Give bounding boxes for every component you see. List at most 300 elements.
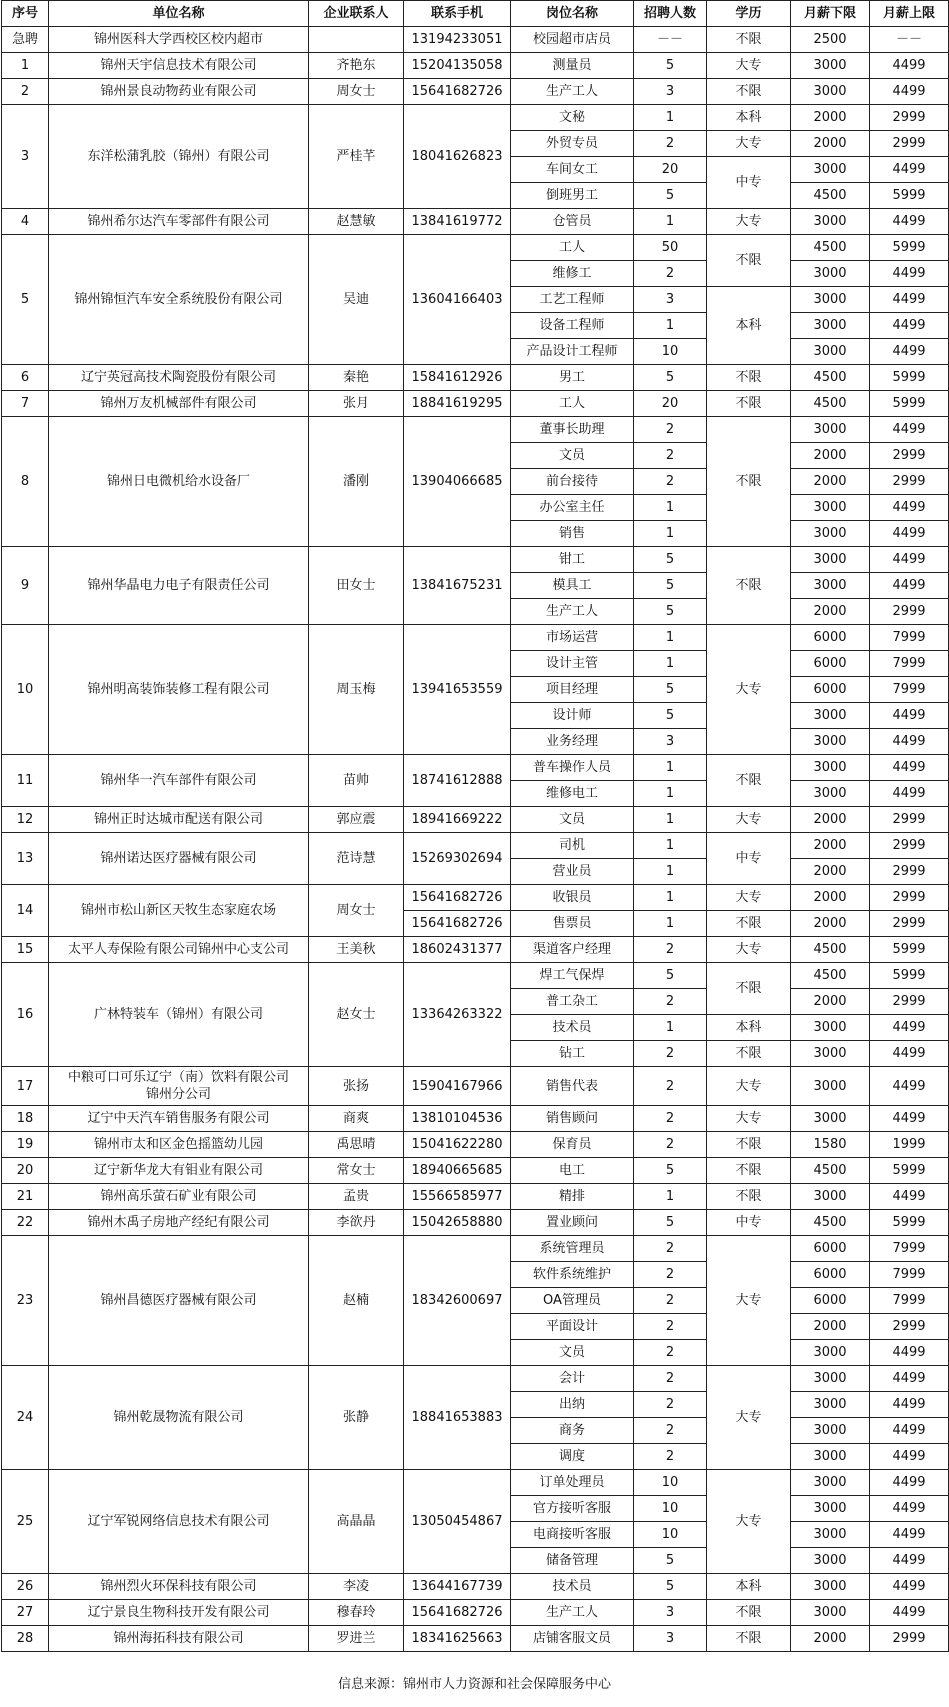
seq-cell: 10 bbox=[2, 625, 49, 755]
education-cell: 不限 bbox=[707, 755, 791, 807]
salary-min-cell: 3000 bbox=[791, 79, 870, 105]
seq-cell: 19 bbox=[2, 1132, 49, 1158]
headcount-cell: 2 bbox=[634, 469, 707, 495]
salary-max-cell: 5999 bbox=[870, 183, 949, 209]
phone-cell: 13644167739 bbox=[404, 1574, 511, 1600]
company-name-cell: 锦州木禹子房地产经纪有限公司 bbox=[49, 1210, 309, 1236]
job-title-cell: 精排 bbox=[511, 1184, 634, 1210]
salary-min-cell: 3000 bbox=[791, 1548, 870, 1574]
company-name-cell: 锦州希尔达汽车零部件有限公司 bbox=[49, 209, 309, 235]
company-name-cell: 锦州华晶电力电子有限责任公司 bbox=[49, 547, 309, 625]
headcount-cell: 1 bbox=[634, 313, 707, 339]
salary-min-cell: 3000 bbox=[791, 1496, 870, 1522]
headcount-cell: 1 bbox=[634, 885, 707, 911]
table-row bbox=[2, 1132, 949, 1158]
salary-min-cell: 3000 bbox=[791, 547, 870, 573]
job-title-cell: 车间女工 bbox=[511, 157, 634, 183]
headcount-cell: 1 bbox=[634, 781, 707, 807]
seq-cell: 18 bbox=[2, 1106, 49, 1132]
job-title-cell: 店铺客服文员 bbox=[511, 1626, 634, 1652]
salary-min-cell: 3000 bbox=[791, 313, 870, 339]
seq-cell: 12 bbox=[2, 807, 49, 833]
phone-cell: 15566585977 bbox=[404, 1184, 511, 1210]
company-name-cell: 辽宁中天汽车销售服务有限公司 bbox=[49, 1106, 309, 1132]
salary-max-cell: 4499 bbox=[870, 157, 949, 183]
contact-cell: 潘刚 bbox=[309, 417, 404, 547]
table-row bbox=[2, 885, 949, 911]
education-cell: 不限 bbox=[707, 1132, 791, 1158]
headcount-cell: 10 bbox=[634, 339, 707, 365]
company-name-cell: 锦州烈火环保科技有限公司 bbox=[49, 1574, 309, 1600]
headcount-cell: 1 bbox=[634, 911, 707, 937]
salary-max-cell: 4499 bbox=[870, 1392, 949, 1418]
headcount-cell: 5 bbox=[634, 53, 707, 79]
salary-min-cell: 3000 bbox=[791, 417, 870, 443]
phone-cell: 18841653883 bbox=[404, 1366, 511, 1470]
salary-min-cell: 2000 bbox=[791, 859, 870, 885]
job-title-cell: 技术员 bbox=[511, 1574, 634, 1600]
salary-min-cell: 3000 bbox=[791, 1067, 870, 1106]
education-cell: 不限 bbox=[707, 911, 791, 937]
seq-cell: 16 bbox=[2, 963, 49, 1067]
job-title-cell: 销售 bbox=[511, 521, 634, 547]
phone-cell: 18741612888 bbox=[404, 755, 511, 807]
salary-max-cell: 5999 bbox=[870, 1210, 949, 1236]
headcount-cell: 2 bbox=[634, 417, 707, 443]
headcount-cell: 2 bbox=[634, 1340, 707, 1366]
education-cell: 本科 bbox=[707, 287, 791, 365]
salary-max-cell: 5999 bbox=[870, 391, 949, 417]
phone-cell: 18342600697 bbox=[404, 1236, 511, 1366]
headcount-cell: 1 bbox=[634, 495, 707, 521]
education-cell: 大专 bbox=[707, 807, 791, 833]
job-title-cell: 设备工程师 bbox=[511, 313, 634, 339]
seq-cell: 1 bbox=[2, 53, 49, 79]
headcount-cell: 5 bbox=[634, 573, 707, 599]
headcount-cell: 2 bbox=[634, 1132, 707, 1158]
education-cell: 不限 bbox=[707, 1626, 791, 1652]
job-title-cell: 仓管员 bbox=[511, 209, 634, 235]
salary-max-cell: 4499 bbox=[870, 703, 949, 729]
headcount-cell: 5 bbox=[634, 703, 707, 729]
phone-cell: 18941669222 bbox=[404, 807, 511, 833]
education-cell: 不限 bbox=[707, 391, 791, 417]
headcount-cell: 1 bbox=[634, 1184, 707, 1210]
salary-max-cell: 4499 bbox=[870, 729, 949, 755]
table-row bbox=[2, 1574, 949, 1600]
headcount-cell: 5 bbox=[634, 599, 707, 625]
company-name-cell: 太平人寿保险有限公司锦州中心支公司 bbox=[49, 937, 309, 963]
job-title-cell: 普车操作人员 bbox=[511, 755, 634, 781]
source-note: 信息来源：锦州市人力资源和社会保障服务中心 bbox=[337, 1677, 611, 1692]
job-title-cell: 软件系统维护 bbox=[511, 1262, 634, 1288]
headcount-cell: 2 bbox=[634, 1314, 707, 1340]
salary-max-cell: 2999 bbox=[870, 833, 949, 859]
job-title-cell: 商务 bbox=[511, 1418, 634, 1444]
contact-cell: 赵楠 bbox=[309, 1236, 404, 1366]
salary-min-cell: 2000 bbox=[791, 989, 870, 1015]
salary-min-cell: 3000 bbox=[791, 287, 870, 313]
job-title-cell: 办公室主任 bbox=[511, 495, 634, 521]
salary-max-cell: 4499 bbox=[870, 1496, 949, 1522]
salary-max-cell: 4499 bbox=[870, 1041, 949, 1067]
salary-max-cell: 4499 bbox=[870, 1522, 949, 1548]
education-cell: 大专 bbox=[707, 131, 791, 157]
seq-cell: 17 bbox=[2, 1067, 49, 1106]
job-title-cell: 倒班男工 bbox=[511, 183, 634, 209]
contact-cell: 田女士 bbox=[309, 547, 404, 625]
contact-cell: 常女士 bbox=[309, 1158, 404, 1184]
contact-cell: 张月 bbox=[309, 391, 404, 417]
headcount-cell: 10 bbox=[634, 1496, 707, 1522]
salary-min-cell: 3000 bbox=[791, 261, 870, 287]
job-title-cell: 渠道客户经理 bbox=[511, 937, 634, 963]
seq-cell: 20 bbox=[2, 1158, 49, 1184]
job-title-cell: 测量员 bbox=[511, 53, 634, 79]
company-name-cell: 锦州市太和区金色摇篮幼儿园 bbox=[49, 1132, 309, 1158]
salary-min-cell: 6000 bbox=[791, 625, 870, 651]
header-contact: 企业联系人 bbox=[309, 1, 404, 27]
salary-max-cell: 5999 bbox=[870, 365, 949, 391]
headcount-cell: 2 bbox=[634, 1067, 707, 1106]
headcount-cell: 5 bbox=[634, 1548, 707, 1574]
job-title-cell: 平面设计 bbox=[511, 1314, 634, 1340]
salary-min-cell: 2000 bbox=[791, 807, 870, 833]
company-name-cell: 锦州天宇信息技术有限公司 bbox=[49, 53, 309, 79]
education-cell: 中专 bbox=[707, 833, 791, 885]
education-cell: 不限 bbox=[707, 963, 791, 1015]
header-salary-min: 月薪下限 bbox=[791, 1, 870, 27]
company-name-cell: 锦州诺达医疗器械有限公司 bbox=[49, 833, 309, 885]
seq-cell: 6 bbox=[2, 365, 49, 391]
headcount-cell: 2 bbox=[634, 1236, 707, 1262]
headcount-cell: 3 bbox=[634, 1626, 707, 1652]
headcount-cell: 2 bbox=[634, 1262, 707, 1288]
contact-cell: 苗帅 bbox=[309, 755, 404, 807]
job-title-cell: 设计师 bbox=[511, 703, 634, 729]
headcount-cell: 2 bbox=[634, 443, 707, 469]
contact-cell: 周玉梅 bbox=[309, 625, 404, 755]
salary-min-cell: 3000 bbox=[791, 1392, 870, 1418]
education-cell: 不限 bbox=[707, 79, 791, 105]
salary-min-cell: 3000 bbox=[791, 703, 870, 729]
header-row bbox=[2, 1, 949, 27]
company-name-cell: 中粮可口可乐辽宁（南）饮料有限公司 锦州分公司 bbox=[49, 1067, 309, 1106]
phone-cell: 15641682726 bbox=[404, 911, 511, 937]
job-title-cell: 订单处理员 bbox=[511, 1470, 634, 1496]
phone-cell: 13050454867 bbox=[404, 1470, 511, 1574]
contact-cell: 张扬 bbox=[309, 1067, 404, 1106]
salary-min-cell: 3000 bbox=[791, 1600, 870, 1626]
seq-cell: 3 bbox=[2, 105, 49, 209]
education-cell: 不限 bbox=[707, 1158, 791, 1184]
seq-cell: 22 bbox=[2, 1210, 49, 1236]
table-row bbox=[2, 53, 949, 79]
table-row bbox=[2, 1600, 949, 1626]
salary-min-cell: 3000 bbox=[791, 1041, 870, 1067]
job-title-cell: 模具工 bbox=[511, 573, 634, 599]
headcount-cell: 1 bbox=[634, 521, 707, 547]
headcount-cell: 1 bbox=[634, 105, 707, 131]
salary-max-cell: 7999 bbox=[870, 651, 949, 677]
company-name-cell: 锦州昌德医疗器械有限公司 bbox=[49, 1236, 309, 1366]
contact-cell: 周女士 bbox=[309, 79, 404, 105]
header-seq: 序号 bbox=[2, 1, 49, 27]
job-title-cell: 项目经理 bbox=[511, 677, 634, 703]
education-cell: 大专 bbox=[707, 625, 791, 755]
salary-min-cell: 2000 bbox=[791, 131, 870, 157]
education-cell: 中专 bbox=[707, 157, 791, 209]
phone-cell: 15641682726 bbox=[404, 1600, 511, 1626]
salary-min-cell: 4500 bbox=[791, 391, 870, 417]
salary-min-cell: 3000 bbox=[791, 209, 870, 235]
salary-max-cell: 4499 bbox=[870, 781, 949, 807]
headcount-cell: 1 bbox=[634, 209, 707, 235]
table-row bbox=[2, 1626, 949, 1652]
phone-cell: 13841619772 bbox=[404, 209, 511, 235]
salary-max-cell: 7999 bbox=[870, 1262, 949, 1288]
job-title-cell: 销售代表 bbox=[511, 1067, 634, 1106]
salary-min-cell: 3000 bbox=[791, 1184, 870, 1210]
salary-max-cell: 4499 bbox=[870, 261, 949, 287]
education-cell: 大专 bbox=[707, 1366, 791, 1470]
company-name-cell: 广林特装车（锦州）有限公司 bbox=[49, 963, 309, 1067]
seq-cell: 9 bbox=[2, 547, 49, 625]
headcount-cell: －－ bbox=[634, 27, 707, 53]
salary-max-cell: 2999 bbox=[870, 469, 949, 495]
education-cell: 本科 bbox=[707, 1015, 791, 1041]
headcount-cell: 5 bbox=[634, 183, 707, 209]
salary-max-cell: 4499 bbox=[870, 1106, 949, 1132]
job-title-cell: 置业顾问 bbox=[511, 1210, 634, 1236]
table-row bbox=[2, 547, 949, 573]
table-row bbox=[2, 755, 949, 781]
salary-min-cell: 3000 bbox=[791, 1522, 870, 1548]
salary-max-cell: 4499 bbox=[870, 1470, 949, 1496]
salary-min-cell: 3000 bbox=[791, 1444, 870, 1470]
contact-cell: 范诗慧 bbox=[309, 833, 404, 885]
headcount-cell: 10 bbox=[634, 1522, 707, 1548]
education-cell: 大专 bbox=[707, 885, 791, 911]
company-name-cell: 锦州高乐萤石矿业有限公司 bbox=[49, 1184, 309, 1210]
contact-cell: 齐艳东 bbox=[309, 53, 404, 79]
contact-cell: 王美秋 bbox=[309, 937, 404, 963]
salary-max-cell: 2999 bbox=[870, 599, 949, 625]
job-title-cell: OA管理员 bbox=[511, 1288, 634, 1314]
headcount-cell: 3 bbox=[634, 79, 707, 105]
salary-min-cell: 2500 bbox=[791, 27, 870, 53]
salary-min-cell: 3000 bbox=[791, 755, 870, 781]
job-title-cell: 保育员 bbox=[511, 1132, 634, 1158]
headcount-cell: 3 bbox=[634, 729, 707, 755]
salary-max-cell: 4499 bbox=[870, 1067, 949, 1106]
salary-max-cell: 2999 bbox=[870, 911, 949, 937]
table-row bbox=[2, 391, 949, 417]
salary-max-cell: 2999 bbox=[870, 989, 949, 1015]
company-name-cell: 锦州日电微机给水设备厂 bbox=[49, 417, 309, 547]
table-row bbox=[2, 1067, 949, 1106]
table-row bbox=[2, 1106, 949, 1132]
salary-max-cell: 1999 bbox=[870, 1132, 949, 1158]
salary-min-cell: 2000 bbox=[791, 599, 870, 625]
contact-cell: 严桂芊 bbox=[309, 105, 404, 209]
table-row bbox=[2, 417, 949, 443]
job-title-cell: 外贸专员 bbox=[511, 131, 634, 157]
table-body bbox=[2, 27, 949, 1652]
salary-min-cell: 4500 bbox=[791, 1210, 870, 1236]
job-title-cell: 前台接待 bbox=[511, 469, 634, 495]
salary-max-cell: 2999 bbox=[870, 131, 949, 157]
job-title-cell: 钻工 bbox=[511, 1041, 634, 1067]
headcount-cell: 1 bbox=[634, 859, 707, 885]
headcount-cell: 2 bbox=[634, 1444, 707, 1470]
company-name-cell: 东洋松蒲乳胶（锦州）有限公司 bbox=[49, 105, 309, 209]
table-row bbox=[2, 1470, 949, 1496]
company-name-cell: 锦州乾晟物流有限公司 bbox=[49, 1366, 309, 1470]
job-title-cell: 工人 bbox=[511, 391, 634, 417]
job-title-cell: 出纳 bbox=[511, 1392, 634, 1418]
education-cell: 不限 bbox=[707, 1041, 791, 1067]
education-cell: 大专 bbox=[707, 937, 791, 963]
salary-min-cell: 2000 bbox=[791, 469, 870, 495]
company-name-cell: 辽宁景良生物科技开发有限公司 bbox=[49, 1600, 309, 1626]
salary-max-cell: 4499 bbox=[870, 1418, 949, 1444]
education-cell: 大专 bbox=[707, 1236, 791, 1366]
education-cell: 大专 bbox=[707, 1106, 791, 1132]
headcount-cell: 1 bbox=[634, 755, 707, 781]
phone-cell: 15042658880 bbox=[404, 1210, 511, 1236]
salary-min-cell: 3000 bbox=[791, 157, 870, 183]
job-title-cell: 钳工 bbox=[511, 547, 634, 573]
education-cell: 本科 bbox=[707, 1574, 791, 1600]
salary-min-cell: 3000 bbox=[791, 521, 870, 547]
job-title-cell: 电商接听客服 bbox=[511, 1522, 634, 1548]
seq-cell: 13 bbox=[2, 833, 49, 885]
salary-max-cell: 5999 bbox=[870, 963, 949, 989]
salary-min-cell: 3000 bbox=[791, 1015, 870, 1041]
salary-max-cell: 4499 bbox=[870, 1184, 949, 1210]
headcount-cell: 2 bbox=[634, 261, 707, 287]
table-row bbox=[2, 1210, 949, 1236]
headcount-cell: 2 bbox=[634, 1041, 707, 1067]
contact-cell: 秦艳 bbox=[309, 365, 404, 391]
contact-cell bbox=[309, 27, 404, 53]
job-title-cell: 收银员 bbox=[511, 885, 634, 911]
education-cell: 不限 bbox=[707, 235, 791, 287]
salary-max-cell: 4499 bbox=[870, 755, 949, 781]
contact-cell: 李欲丹 bbox=[309, 1210, 404, 1236]
job-title-cell: 官方接听客服 bbox=[511, 1496, 634, 1522]
header-phone: 联系手机 bbox=[404, 1, 511, 27]
table-row bbox=[2, 235, 949, 261]
salary-max-cell: 4499 bbox=[870, 1444, 949, 1470]
table-row bbox=[2, 1184, 949, 1210]
phone-cell: 13364263322 bbox=[404, 963, 511, 1067]
seq-cell: 24 bbox=[2, 1366, 49, 1470]
seq-cell: 急聘 bbox=[2, 27, 49, 53]
contact-cell: 李凌 bbox=[309, 1574, 404, 1600]
education-cell: 大专 bbox=[707, 1470, 791, 1574]
contact-cell: 吴迪 bbox=[309, 235, 404, 365]
headcount-cell: 5 bbox=[634, 1158, 707, 1184]
salary-min-cell: 3000 bbox=[791, 573, 870, 599]
headcount-cell: 5 bbox=[634, 365, 707, 391]
contact-cell: 赵慧敏 bbox=[309, 209, 404, 235]
job-title-cell: 工艺工程师 bbox=[511, 287, 634, 313]
phone-cell: 13941653559 bbox=[404, 625, 511, 755]
job-title-cell: 会计 bbox=[511, 1366, 634, 1392]
salary-max-cell: 4499 bbox=[870, 573, 949, 599]
company-name-cell: 锦州万友机械部件有限公司 bbox=[49, 391, 309, 417]
salary-max-cell: 2999 bbox=[870, 859, 949, 885]
job-title-cell: 售票员 bbox=[511, 911, 634, 937]
salary-min-cell: 4500 bbox=[791, 937, 870, 963]
headcount-cell: 1 bbox=[634, 833, 707, 859]
job-title-cell: 设计主管 bbox=[511, 651, 634, 677]
phone-cell: 13810104536 bbox=[404, 1106, 511, 1132]
job-title-cell: 维修电工 bbox=[511, 781, 634, 807]
job-title-cell: 董事长助理 bbox=[511, 417, 634, 443]
contact-cell: 禹思晴 bbox=[309, 1132, 404, 1158]
salary-min-cell: 4500 bbox=[791, 183, 870, 209]
header-education: 学历 bbox=[707, 1, 791, 27]
headcount-cell: 1 bbox=[634, 651, 707, 677]
headcount-cell: 5 bbox=[634, 963, 707, 989]
company-name-cell: 锦州华一汽车部件有限公司 bbox=[49, 755, 309, 807]
salary-max-cell: 4499 bbox=[870, 339, 949, 365]
header-job-title: 岗位名称 bbox=[511, 1, 634, 27]
company-name-cell: 锦州海拓科技有限公司 bbox=[49, 1626, 309, 1652]
education-cell: 不限 bbox=[707, 1600, 791, 1626]
headcount-cell: 2 bbox=[634, 1392, 707, 1418]
seq-cell: 11 bbox=[2, 755, 49, 807]
headcount-cell: 5 bbox=[634, 677, 707, 703]
table-row bbox=[2, 27, 949, 53]
salary-min-cell: 6000 bbox=[791, 1236, 870, 1262]
seq-cell: 27 bbox=[2, 1600, 49, 1626]
contact-cell: 穆春玲 bbox=[309, 1600, 404, 1626]
headcount-cell: 2 bbox=[634, 989, 707, 1015]
headcount-cell: 2 bbox=[634, 131, 707, 157]
education-cell: 中专 bbox=[707, 1210, 791, 1236]
phone-cell: 15269302694 bbox=[404, 833, 511, 885]
job-title-cell: 市场运营 bbox=[511, 625, 634, 651]
seq-cell: 26 bbox=[2, 1574, 49, 1600]
company-name-cell: 锦州景良动物药业有限公司 bbox=[49, 79, 309, 105]
salary-max-cell: 4499 bbox=[870, 209, 949, 235]
salary-max-cell: 2999 bbox=[870, 1314, 949, 1340]
job-title-cell: 技术员 bbox=[511, 1015, 634, 1041]
headcount-cell: 1 bbox=[634, 625, 707, 651]
headcount-cell: 3 bbox=[634, 287, 707, 313]
job-title-cell: 校园超市店员 bbox=[511, 27, 634, 53]
headcount-cell: 5 bbox=[634, 1574, 707, 1600]
phone-cell: 18041626823 bbox=[404, 105, 511, 209]
phone-cell: 13904066685 bbox=[404, 417, 511, 547]
contact-cell: 周女士 bbox=[309, 885, 404, 937]
salary-min-cell: 3000 bbox=[791, 1470, 870, 1496]
salary-min-cell: 3000 bbox=[791, 781, 870, 807]
salary-min-cell: 3000 bbox=[791, 1340, 870, 1366]
contact-cell: 郭应震 bbox=[309, 807, 404, 833]
salary-min-cell: 3000 bbox=[791, 1418, 870, 1444]
headcount-cell: 10 bbox=[634, 1470, 707, 1496]
job-title-cell: 文员 bbox=[511, 443, 634, 469]
job-title-cell: 文员 bbox=[511, 1340, 634, 1366]
salary-max-cell: 4499 bbox=[870, 1574, 949, 1600]
headcount-cell: 1 bbox=[634, 1015, 707, 1041]
seq-cell: 4 bbox=[2, 209, 49, 235]
